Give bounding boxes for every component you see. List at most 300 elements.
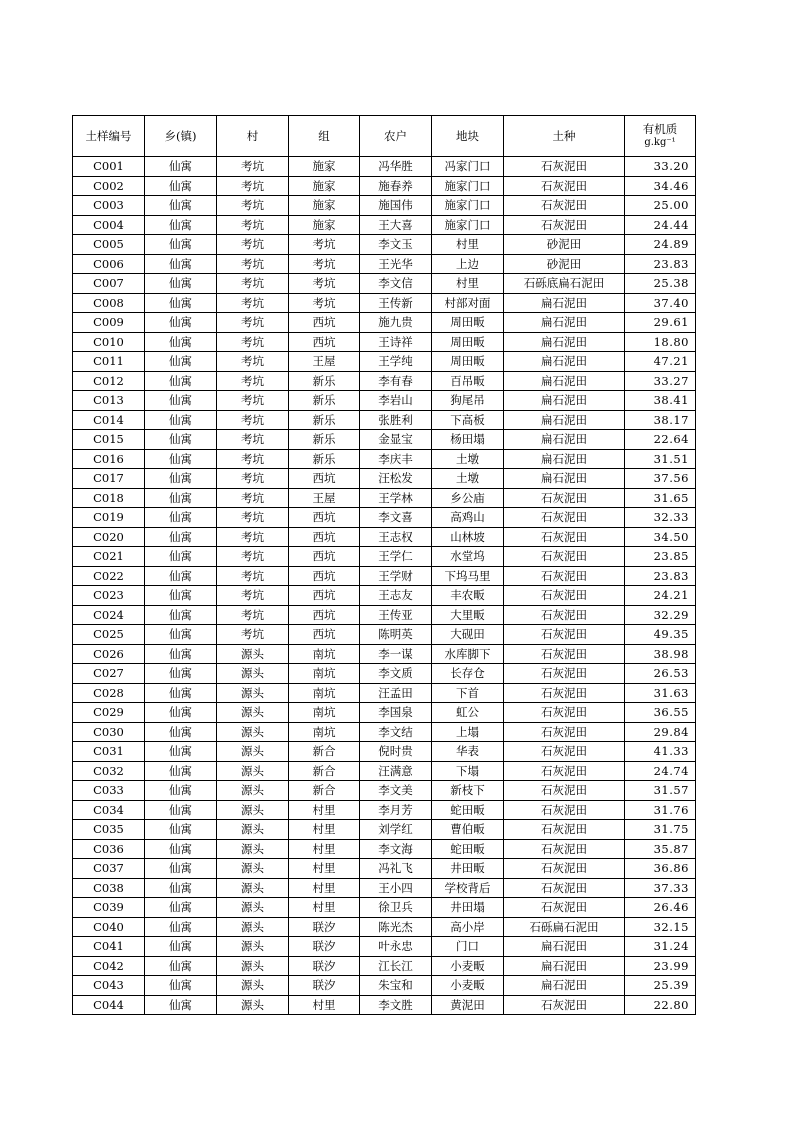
cell-village: 源头	[217, 976, 289, 996]
cell-plot: 村里	[432, 235, 504, 255]
cell-group: 西坑	[289, 605, 360, 625]
cell-farmer: 王大喜	[360, 215, 432, 235]
cell-soil-type: 石灰泥田	[504, 566, 625, 586]
cell-village: 源头	[217, 956, 289, 976]
cell-plot: 周田畈	[432, 352, 504, 372]
table-row	[73, 820, 696, 840]
table-row	[73, 293, 696, 313]
cell-plot: 上塌	[432, 722, 504, 742]
cell-group: 西坑	[289, 332, 360, 352]
cell-plot: 下塌	[432, 761, 504, 781]
soil-sample-table	[72, 115, 696, 1015]
cell-plot: 村里	[432, 274, 504, 294]
cell-farmer: 施国伟	[360, 196, 432, 216]
cell-soil-type: 石灰泥田	[504, 878, 625, 898]
cell-sample-id: C029	[73, 703, 145, 723]
cell-plot: 杨田塌	[432, 430, 504, 450]
table-row	[73, 176, 696, 196]
cell-township: 仙寓	[145, 937, 217, 957]
cell-village: 考坑	[217, 274, 289, 294]
cell-group: 考坑	[289, 293, 360, 313]
cell-farmer: 冯礼飞	[360, 859, 432, 879]
cell-plot: 水堂坞	[432, 547, 504, 567]
cell-soil-type: 扁石泥田	[504, 449, 625, 469]
cell-sample-id: C016	[73, 449, 145, 469]
cell-village: 源头	[217, 995, 289, 1015]
cell-township: 仙寓	[145, 449, 217, 469]
cell-township: 仙寓	[145, 488, 217, 508]
cell-village: 考坑	[217, 547, 289, 567]
cell-township: 仙寓	[145, 898, 217, 918]
cell-group: 村里	[289, 839, 360, 859]
cell-village: 源头	[217, 859, 289, 879]
cell-group: 南坑	[289, 644, 360, 664]
table-row	[73, 586, 696, 606]
table-body	[73, 157, 696, 1015]
cell-sample-id: C026	[73, 644, 145, 664]
cell-sample-id: C006	[73, 254, 145, 274]
cell-township: 仙寓	[145, 781, 217, 801]
cell-soil-type: 石灰泥田	[504, 625, 625, 645]
cell-township: 仙寓	[145, 371, 217, 391]
cell-soil-type: 石灰泥田	[504, 488, 625, 508]
cell-township: 仙寓	[145, 527, 217, 547]
cell-township: 仙寓	[145, 644, 217, 664]
cell-farmer: 李文玉	[360, 235, 432, 255]
header-plot: 地块	[432, 116, 504, 157]
cell-plot: 上边	[432, 254, 504, 274]
cell-soil-type: 扁石泥田	[504, 371, 625, 391]
cell-organic-matter: 23.85	[625, 547, 696, 567]
cell-township: 仙寓	[145, 274, 217, 294]
cell-sample-id: C037	[73, 859, 145, 879]
cell-plot: 下首	[432, 683, 504, 703]
cell-plot: 大里畈	[432, 605, 504, 625]
table-row	[73, 644, 696, 664]
cell-sample-id: C030	[73, 722, 145, 742]
cell-farmer: 施春养	[360, 176, 432, 196]
cell-village: 考坑	[217, 586, 289, 606]
cell-farmer: 李文美	[360, 781, 432, 801]
cell-plot: 乡公庙	[432, 488, 504, 508]
cell-group: 南坑	[289, 703, 360, 723]
cell-township: 仙寓	[145, 703, 217, 723]
cell-township: 仙寓	[145, 625, 217, 645]
cell-village: 源头	[217, 937, 289, 957]
cell-group: 联汐	[289, 956, 360, 976]
cell-group: 村里	[289, 800, 360, 820]
cell-village: 源头	[217, 820, 289, 840]
table-row	[73, 215, 696, 235]
cell-organic-matter: 31.57	[625, 781, 696, 801]
cell-farmer: 汪孟田	[360, 683, 432, 703]
cell-plot: 土墩	[432, 449, 504, 469]
table-row	[73, 430, 696, 450]
cell-organic-matter: 31.65	[625, 488, 696, 508]
header-organic-matter-label: 有机质	[642, 122, 678, 136]
header-organic-matter	[625, 116, 696, 157]
cell-group: 西坑	[289, 625, 360, 645]
cell-sample-id: C034	[73, 800, 145, 820]
cell-organic-matter: 38.98	[625, 644, 696, 664]
cell-farmer: 王学财	[360, 566, 432, 586]
cell-farmer: 陈光杰	[360, 917, 432, 937]
cell-plot: 周田畈	[432, 332, 504, 352]
cell-plot: 高小岸	[432, 917, 504, 937]
cell-sample-id: C036	[73, 839, 145, 859]
cell-organic-matter: 37.56	[625, 469, 696, 489]
cell-plot: 新枝下	[432, 781, 504, 801]
cell-farmer: 王光华	[360, 254, 432, 274]
cell-soil-type: 扁石泥田	[504, 293, 625, 313]
cell-farmer: 李文喜	[360, 508, 432, 528]
cell-township: 仙寓	[145, 761, 217, 781]
table-row	[73, 742, 696, 762]
cell-plot: 高鸡山	[432, 508, 504, 528]
table-row	[73, 235, 696, 255]
cell-organic-matter: 22.80	[625, 995, 696, 1015]
cell-organic-matter: 33.20	[625, 157, 696, 177]
table-row	[73, 527, 696, 547]
cell-group: 考坑	[289, 235, 360, 255]
cell-plot: 下高板	[432, 410, 504, 430]
table-row	[73, 664, 696, 684]
cell-farmer: 李文结	[360, 722, 432, 742]
cell-farmer: 王诗祥	[360, 332, 432, 352]
cell-organic-matter: 24.74	[625, 761, 696, 781]
table-row	[73, 956, 696, 976]
cell-soil-type: 扁石泥田	[504, 313, 625, 333]
table-row	[73, 625, 696, 645]
cell-farmer: 李国泉	[360, 703, 432, 723]
table-row	[73, 800, 696, 820]
cell-plot: 华表	[432, 742, 504, 762]
cell-village: 源头	[217, 917, 289, 937]
cell-village: 考坑	[217, 410, 289, 430]
cell-organic-matter: 26.46	[625, 898, 696, 918]
cell-township: 仙寓	[145, 878, 217, 898]
cell-plot: 山林坡	[432, 527, 504, 547]
cell-township: 仙寓	[145, 586, 217, 606]
table-row	[73, 683, 696, 703]
cell-plot: 村部对面	[432, 293, 504, 313]
cell-group: 施家	[289, 196, 360, 216]
cell-sample-id: C011	[73, 352, 145, 372]
cell-soil-type: 石灰泥田	[504, 527, 625, 547]
table-row	[73, 781, 696, 801]
cell-soil-type: 石灰泥田	[504, 605, 625, 625]
cell-soil-type: 扁石泥田	[504, 391, 625, 411]
header-soil-type: 土种	[504, 116, 625, 157]
cell-village: 源头	[217, 722, 289, 742]
table-row	[73, 547, 696, 567]
header-organic-matter-unit: g.kg⁻¹	[644, 137, 676, 148]
cell-sample-id: C025	[73, 625, 145, 645]
cell-group: 王屋	[289, 488, 360, 508]
cell-organic-matter: 35.87	[625, 839, 696, 859]
cell-organic-matter: 34.50	[625, 527, 696, 547]
cell-sample-id: C027	[73, 664, 145, 684]
table-row	[73, 391, 696, 411]
cell-organic-matter: 32.33	[625, 508, 696, 528]
header-farmer: 农户	[360, 116, 432, 157]
cell-organic-matter: 18.80	[625, 332, 696, 352]
cell-village: 源头	[217, 742, 289, 762]
cell-plot: 井田畈	[432, 859, 504, 879]
cell-organic-matter: 38.17	[625, 410, 696, 430]
cell-farmer: 汪松发	[360, 469, 432, 489]
cell-sample-id: C013	[73, 391, 145, 411]
cell-soil-type: 石灰泥田	[504, 995, 625, 1015]
cell-township: 仙寓	[145, 352, 217, 372]
cell-sample-id: C010	[73, 332, 145, 352]
cell-township: 仙寓	[145, 820, 217, 840]
cell-sample-id: C001	[73, 157, 145, 177]
cell-soil-type: 石灰泥田	[504, 508, 625, 528]
cell-group: 考坑	[289, 254, 360, 274]
cell-group: 西坑	[289, 508, 360, 528]
table-row	[73, 352, 696, 372]
cell-sample-id: C019	[73, 508, 145, 528]
cell-organic-matter: 37.33	[625, 878, 696, 898]
cell-organic-matter: 31.75	[625, 820, 696, 840]
cell-plot: 周田畈	[432, 313, 504, 333]
cell-group: 新合	[289, 742, 360, 762]
cell-group: 联汐	[289, 976, 360, 996]
cell-sample-id: C005	[73, 235, 145, 255]
cell-organic-matter: 31.51	[625, 449, 696, 469]
cell-sample-id: C015	[73, 430, 145, 450]
table-row	[73, 508, 696, 528]
cell-soil-type: 扁石泥田	[504, 956, 625, 976]
cell-soil-type: 石灰泥田	[504, 800, 625, 820]
cell-farmer: 冯华胜	[360, 157, 432, 177]
cell-sample-id: C023	[73, 586, 145, 606]
cell-plot: 冯家门口	[432, 157, 504, 177]
cell-soil-type: 砂泥田	[504, 235, 625, 255]
header-sample-id: 土样编号	[73, 116, 145, 157]
table-row	[73, 332, 696, 352]
cell-plot: 水库脚下	[432, 644, 504, 664]
cell-organic-matter: 23.99	[625, 956, 696, 976]
cell-sample-id: C041	[73, 937, 145, 957]
cell-plot: 曹伯畈	[432, 820, 504, 840]
cell-soil-type: 石灰泥田	[504, 215, 625, 235]
cell-organic-matter: 22.64	[625, 430, 696, 450]
cell-plot: 井田塌	[432, 898, 504, 918]
cell-plot: 虹公	[432, 703, 504, 723]
cell-farmer: 汪满意	[360, 761, 432, 781]
cell-sample-id: C018	[73, 488, 145, 508]
cell-organic-matter: 23.83	[625, 254, 696, 274]
cell-village: 考坑	[217, 215, 289, 235]
cell-soil-type: 石灰泥田	[504, 839, 625, 859]
cell-village: 考坑	[217, 625, 289, 645]
cell-township: 仙寓	[145, 332, 217, 352]
cell-sample-id: C044	[73, 995, 145, 1015]
cell-farmer: 徐卫兵	[360, 898, 432, 918]
cell-group: 南坑	[289, 722, 360, 742]
cell-sample-id: C040	[73, 917, 145, 937]
cell-village: 源头	[217, 761, 289, 781]
cell-soil-type: 扁石泥田	[504, 332, 625, 352]
cell-farmer: 刘学红	[360, 820, 432, 840]
cell-sample-id: C042	[73, 956, 145, 976]
cell-township: 仙寓	[145, 995, 217, 1015]
cell-soil-type: 扁石泥田	[504, 352, 625, 372]
cell-soil-type: 砂泥田	[504, 254, 625, 274]
table-row	[73, 976, 696, 996]
table-row	[73, 410, 696, 430]
cell-soil-type: 石灰泥田	[504, 761, 625, 781]
table-row	[73, 566, 696, 586]
cell-farmer: 王志友	[360, 586, 432, 606]
cell-soil-type: 石灰泥田	[504, 157, 625, 177]
cell-farmer: 陈明英	[360, 625, 432, 645]
cell-group: 新乐	[289, 391, 360, 411]
cell-organic-matter: 23.83	[625, 566, 696, 586]
cell-group: 南坑	[289, 664, 360, 684]
cell-soil-type: 扁石泥田	[504, 430, 625, 450]
cell-village: 考坑	[217, 254, 289, 274]
cell-farmer: 李有春	[360, 371, 432, 391]
cell-plot: 长存仓	[432, 664, 504, 684]
cell-group: 村里	[289, 820, 360, 840]
table-row	[73, 703, 696, 723]
cell-farmer: 金显宝	[360, 430, 432, 450]
cell-township: 仙寓	[145, 391, 217, 411]
cell-organic-matter: 47.21	[625, 352, 696, 372]
cell-plot: 学校背后	[432, 878, 504, 898]
cell-organic-matter: 33.27	[625, 371, 696, 391]
cell-village: 考坑	[217, 293, 289, 313]
cell-organic-matter: 38.41	[625, 391, 696, 411]
header-village: 村	[217, 116, 289, 157]
cell-soil-type: 扁石泥田	[504, 937, 625, 957]
cell-group: 西坑	[289, 527, 360, 547]
cell-sample-id: C009	[73, 313, 145, 333]
cell-soil-type: 石灰泥田	[504, 859, 625, 879]
table-row	[73, 878, 696, 898]
cell-sample-id: C014	[73, 410, 145, 430]
cell-farmer: 李庆丰	[360, 449, 432, 469]
cell-sample-id: C020	[73, 527, 145, 547]
cell-soil-type: 石灰泥田	[504, 820, 625, 840]
cell-farmer: 李文胜	[360, 995, 432, 1015]
table-row	[73, 313, 696, 333]
cell-group: 西坑	[289, 313, 360, 333]
cell-farmer: 李文海	[360, 839, 432, 859]
cell-organic-matter: 32.15	[625, 917, 696, 937]
table-row	[73, 995, 696, 1015]
cell-sample-id: C043	[73, 976, 145, 996]
cell-township: 仙寓	[145, 859, 217, 879]
cell-township: 仙寓	[145, 917, 217, 937]
cell-sample-id: C035	[73, 820, 145, 840]
cell-village: 考坑	[217, 469, 289, 489]
cell-sample-id: C038	[73, 878, 145, 898]
cell-farmer: 施九贵	[360, 313, 432, 333]
cell-village: 源头	[217, 839, 289, 859]
cell-village: 源头	[217, 644, 289, 664]
cell-farmer: 王传新	[360, 293, 432, 313]
cell-soil-type: 石灰泥田	[504, 176, 625, 196]
cell-village: 考坑	[217, 157, 289, 177]
cell-village: 源头	[217, 664, 289, 684]
cell-soil-type: 扁石泥田	[504, 976, 625, 996]
cell-soil-type: 石灰泥田	[504, 703, 625, 723]
cell-sample-id: C031	[73, 742, 145, 762]
cell-group: 村里	[289, 859, 360, 879]
cell-village: 源头	[217, 683, 289, 703]
cell-farmer: 王传亚	[360, 605, 432, 625]
cell-organic-matter: 25.39	[625, 976, 696, 996]
cell-group: 新乐	[289, 410, 360, 430]
table-row	[73, 254, 696, 274]
cell-plot: 大砚田	[432, 625, 504, 645]
cell-sample-id: C003	[73, 196, 145, 216]
cell-group: 新乐	[289, 371, 360, 391]
cell-group: 施家	[289, 157, 360, 177]
cell-farmer: 王学林	[360, 488, 432, 508]
cell-village: 源头	[217, 703, 289, 723]
cell-township: 仙寓	[145, 293, 217, 313]
cell-organic-matter: 31.76	[625, 800, 696, 820]
cell-township: 仙寓	[145, 410, 217, 430]
cell-village: 考坑	[217, 566, 289, 586]
cell-sample-id: C012	[73, 371, 145, 391]
cell-group: 联汐	[289, 937, 360, 957]
cell-group: 王屋	[289, 352, 360, 372]
cell-village: 考坑	[217, 332, 289, 352]
cell-plot: 狗尾吊	[432, 391, 504, 411]
cell-organic-matter: 31.24	[625, 937, 696, 957]
cell-township: 仙寓	[145, 800, 217, 820]
table-row	[73, 371, 696, 391]
cell-organic-matter: 24.21	[625, 586, 696, 606]
table-row	[73, 761, 696, 781]
cell-organic-matter: 24.89	[625, 235, 696, 255]
cell-sample-id: C033	[73, 781, 145, 801]
cell-township: 仙寓	[145, 215, 217, 235]
cell-plot: 黄泥田	[432, 995, 504, 1015]
cell-sample-id: C028	[73, 683, 145, 703]
cell-sample-id: C008	[73, 293, 145, 313]
cell-village: 考坑	[217, 488, 289, 508]
cell-sample-id: C024	[73, 605, 145, 625]
cell-farmer: 李月芳	[360, 800, 432, 820]
cell-village: 考坑	[217, 391, 289, 411]
cell-sample-id: C039	[73, 898, 145, 918]
cell-group: 联汐	[289, 917, 360, 937]
cell-township: 仙寓	[145, 196, 217, 216]
table-row	[73, 605, 696, 625]
cell-organic-matter: 41.33	[625, 742, 696, 762]
cell-village: 考坑	[217, 196, 289, 216]
cell-township: 仙寓	[145, 956, 217, 976]
cell-village: 源头	[217, 781, 289, 801]
cell-farmer: 李岩山	[360, 391, 432, 411]
cell-soil-type: 石灰泥田	[504, 586, 625, 606]
cell-township: 仙寓	[145, 508, 217, 528]
table-row	[73, 449, 696, 469]
cell-farmer: 王学仁	[360, 547, 432, 567]
cell-soil-type: 石灰泥田	[504, 683, 625, 703]
table-row	[73, 937, 696, 957]
cell-organic-matter: 31.63	[625, 683, 696, 703]
cell-group: 施家	[289, 176, 360, 196]
cell-township: 仙寓	[145, 469, 217, 489]
